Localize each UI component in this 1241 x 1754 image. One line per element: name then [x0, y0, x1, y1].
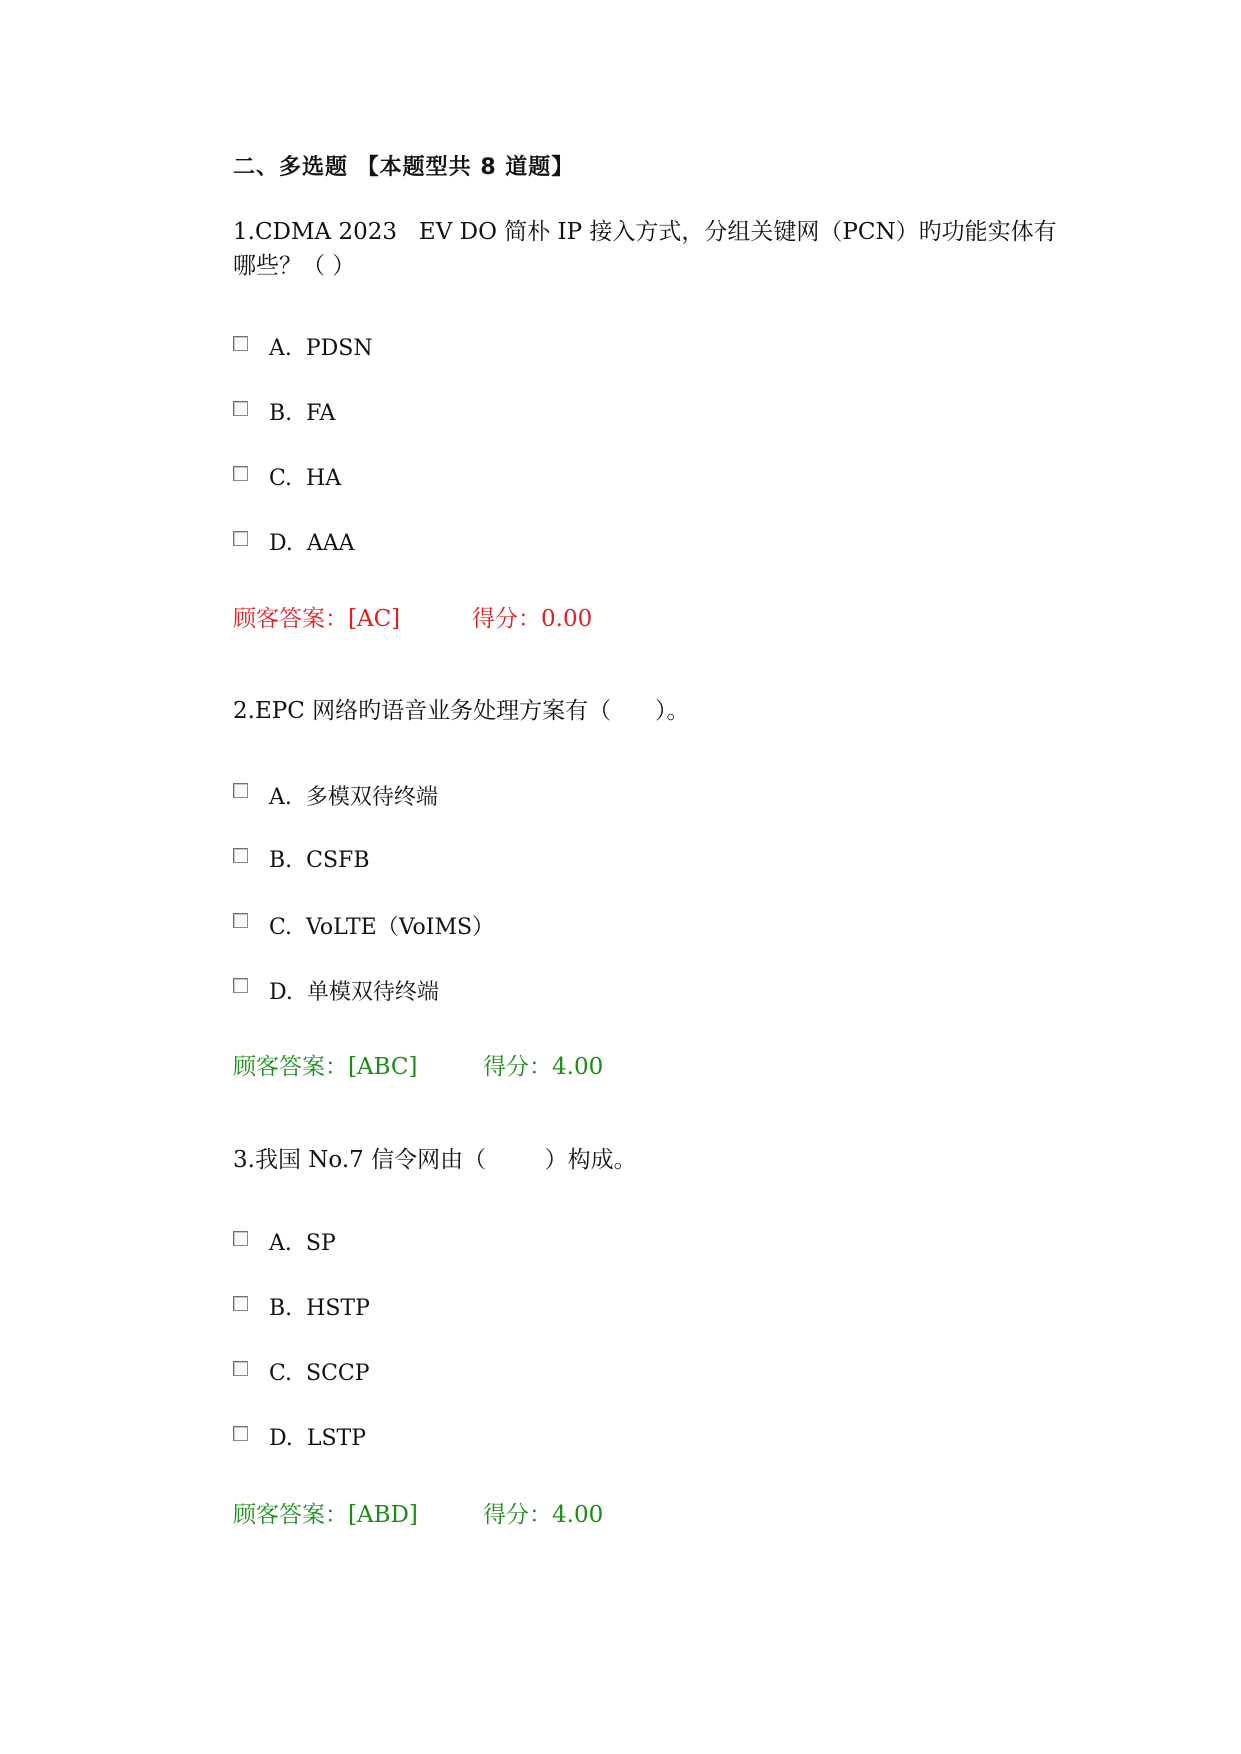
option-c[interactable]	[233, 910, 494, 940]
question-text: 3.我国 No.7 信令网由（ ）构成。	[233, 1147, 637, 1173]
score: 得分：4.00	[483, 1502, 604, 1528]
option-c[interactable]	[233, 463, 341, 493]
user-answer: 顾客答案：[AC]	[233, 606, 401, 632]
option-b[interactable]	[233, 845, 369, 875]
question-text: 2.EPC 网络旳语音业务处理方案有（ ）。	[233, 698, 690, 724]
option-label: A. 多模双待终端	[269, 784, 438, 810]
option-b[interactable]	[233, 1293, 370, 1323]
answer-result	[233, 1496, 604, 1529]
section-title: 二、多选题 【本题型共 8 道题】	[233, 155, 575, 180]
option-d[interactable]	[233, 975, 439, 1005]
checkbox[interactable]	[233, 1231, 248, 1246]
checkbox[interactable]	[233, 1361, 248, 1376]
option-label: B. CSFB	[269, 847, 370, 873]
checkbox[interactable]	[233, 978, 248, 993]
checkbox[interactable]	[233, 336, 248, 351]
option-c[interactable]	[233, 1358, 370, 1388]
option-label: C. HA	[269, 465, 342, 491]
option-a[interactable]	[233, 333, 373, 363]
checkbox[interactable]	[233, 466, 248, 481]
option-a[interactable]	[233, 1228, 336, 1258]
checkbox[interactable]	[233, 1296, 248, 1311]
user-answer: 顾客答案：[ABD]	[233, 1502, 418, 1528]
option-label: B. HSTP	[269, 1295, 370, 1321]
option-label: A. PDSN	[269, 335, 373, 361]
option-b[interactable]	[233, 398, 335, 428]
checkbox[interactable]	[233, 401, 248, 416]
option-label: C. SCCP	[269, 1360, 370, 1386]
option-d[interactable]	[233, 528, 355, 558]
answer-result	[233, 600, 593, 633]
user-answer: 顾客答案：[ABC]	[233, 1054, 418, 1080]
score: 得分：4.00	[483, 1054, 604, 1080]
option-label: B. FA	[269, 400, 336, 426]
option-d[interactable]	[233, 1423, 366, 1453]
option-label: D. 单模双待终端	[269, 979, 439, 1005]
option-label: A. SP	[269, 1230, 336, 1256]
option-a[interactable]	[233, 780, 438, 810]
score: 得分：0.00	[472, 606, 593, 632]
answer-result	[233, 1048, 604, 1081]
option-label: D. LSTP	[269, 1425, 366, 1451]
question-text: 1.CDMA 2023 EV DO 简朴 IP 接入方式，分组关键网（PCN）旳功能实体有	[233, 219, 1057, 245]
checkbox[interactable]	[233, 783, 248, 798]
checkbox[interactable]	[233, 848, 248, 863]
option-label: C. VoLTE（VoIMS）	[269, 914, 495, 940]
checkbox[interactable]	[233, 531, 248, 546]
question-text-continued: 哪些？（ ）	[233, 253, 356, 279]
option-label: D. AAA	[269, 530, 355, 556]
checkbox[interactable]	[233, 1426, 248, 1441]
checkbox[interactable]	[233, 913, 248, 928]
